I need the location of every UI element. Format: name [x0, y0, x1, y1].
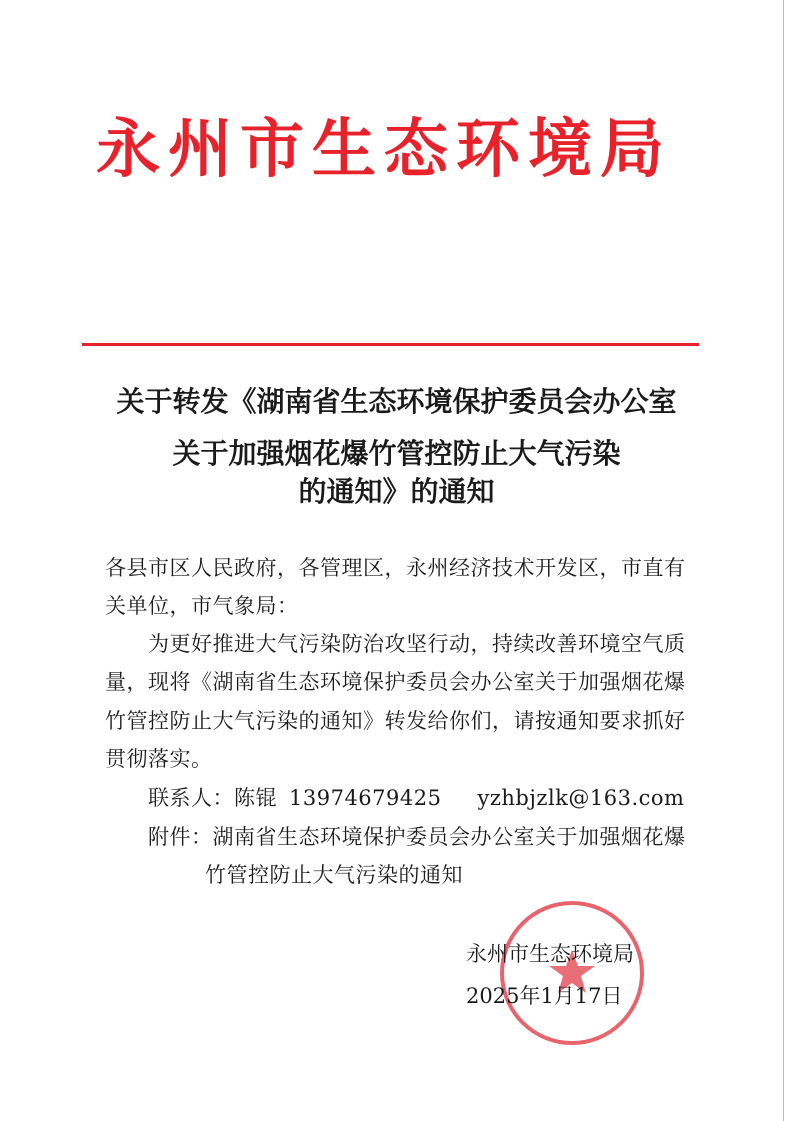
- doc-title-line-3: 的通知》的通知: [298, 475, 495, 508]
- contact-label: 联系人：: [148, 786, 234, 810]
- attachment-label: 附件：: [148, 825, 213, 849]
- paragraph-line-4: 贯彻落实。: [105, 747, 213, 771]
- signature-org: 永州市生态环境局: [466, 942, 634, 966]
- attachment-line-1: [148, 827, 728, 848]
- doc-title-line-2: 关于加强烟花爆竹管控防止大气污染: [172, 437, 621, 470]
- red-divider: [82, 343, 699, 346]
- paragraph-line-2: 量，现将《湖南省生态环境保护委员会办公室关于加强烟花爆: [105, 670, 686, 694]
- recipients-line-1: 各县市区人民政府，各管理区，永州经济技术开发区，市直有: [105, 556, 686, 580]
- contact-email: yzhbjzlk@163.com: [477, 786, 685, 810]
- paragraph-line-3: 竹管控防止大气污染的通知》转发给你们，请按通知要求抓好: [105, 709, 686, 733]
- contact-name: 陈锟: [234, 786, 277, 810]
- signature-date: 2025年1月17日: [466, 984, 623, 1008]
- recipients-line-2: 关单位，市气象局：: [105, 594, 299, 618]
- contact-phone: 13974679425: [289, 786, 442, 810]
- attachment-line-2: 竹管控防止大气污染的通知: [205, 863, 463, 887]
- attachment-title-1: 湖南省生态环境保护委员会办公室关于加强烟花爆: [212, 825, 686, 849]
- issuer-header: 永州市生态环境局: [96, 112, 672, 187]
- official-seal: [497, 898, 647, 1048]
- doc-title-line-1: 关于转发《湖南省生态环境保护委员会办公室: [116, 385, 677, 418]
- page-edge: [783, 0, 784, 1121]
- paragraph-line-1: 为更好推进大气污染防治攻坚行动，持续改善环境空气质: [148, 632, 686, 656]
- contact-line: [148, 788, 728, 809]
